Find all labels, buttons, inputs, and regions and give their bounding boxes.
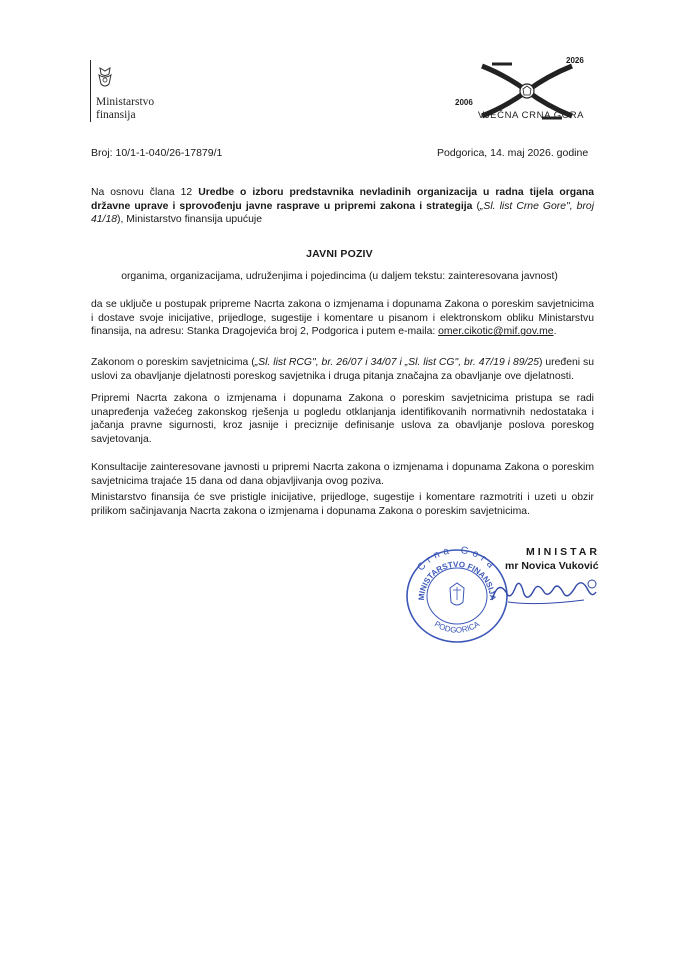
intro-text-1: Na osnovu člana 12 [91,187,199,198]
document-subtitle: organima, organizacijama, udruženjima i pojedincima (u daljem tekstu: zainteresovana javnost) [121,271,558,282]
paragraph-consultation: Konsultacije zainteresovane javnosti u pripremi Nacrta zakona o izmjenama i dopunama Zakona o poreskim savjetnicima trajaće 15 dana od dana objavljivanja ovog poziva. [91,462,594,487]
svg-text:PODGORICA [433,619,482,635]
ministry-name [96,96,154,122]
svg-text:Crna Gora [415,545,498,573]
coat-of-arms-icon [96,66,114,90]
minister-name: mr Novica Vuković [505,560,599,572]
jubilee-year-start: 2006 [455,98,473,107]
intro-text-2: ( [472,200,480,212]
law-gazette-reference: „Sl. list RCG", br. 26/07 i 34/07 i „Sl. list CG", br. 47/19 i 89/25 [254,357,539,368]
intro-text-3: ), Ministarstvo finansija upućuje [117,214,262,226]
ministry-name-line2: finansija [96,109,136,121]
paragraph-closing: Ministarstvo finansija će sve pristigle inicijative, prijedloge, sugestije i komentare razmotriti i uzeti u obzir prilikom sačinjavanja Nacrta zakona o izmjenama i dopunama Zakona o poreskim savjetnicima. [91,492,594,517]
ministry-name-line1: Ministarstvo [96,96,155,108]
intro-paragraph [91,186,594,227]
law-text-1: Zakonom o poreskim savjetnicima ( [91,357,255,368]
jubilee-caption: VJEČNA CRNA GORA [477,110,585,121]
paragraph-invitation [91,298,594,339]
minister-title: MINISTAR [526,546,600,558]
jubilee-year-end: 2026 [566,56,584,65]
regulation-name: Uredbe o izboru predstavnika nevladinih organizacija u radna tijela organa državne uprave i sprovođenju javne rasprave u pripremi zakona i strategija [91,187,594,212]
reference-number: Broj: 10/1-1-040/26-17879/1 [91,147,223,159]
gazette-reference: „Sl. list Crne Gore", broj 41/18 [91,200,594,226]
contact-email-link[interactable]: omer.cikotic@mif.gov.me [438,326,554,338]
law-text-2: ) uređeni su uslovi za obavljanje djelatnosti poreskog savjetnika i druga pitanja značajna za obavljanje ove djelatnosti. [91,357,595,382]
stamp-middle-text: MINISTARSTVO FINANSIJA [416,559,498,601]
handwritten-signature-icon [488,572,600,610]
stamp-outer-text: Crna Gora [415,544,499,574]
stamp-bottom-text: PODGORICA [432,619,482,635]
paragraph-law-reference [91,356,594,383]
header-divider [90,60,91,122]
invitation-end: . [553,326,557,338]
invitation-text: da se uključe u postupak pripreme Nacrta zakona o izmjenama i dopunama Zakona o poreskim savjetnicima i dostave svoje inicijative, prijedloge, sugestije i komentare u pisanom i elektronskom obliku Ministarstvu finansija, na adresu: Stanka Dragojevića broj 2, Podgorica i putem e-maila: [91,299,594,338]
place-date: Podgorica, 14. maj 2026. godine [437,147,589,159]
paragraph-purpose: Pripremi Nacrta zakona o izmjenama i dopunama Zakona o poreskim savjetnicima pristupa se radi unapređenja važećeg zakonskog rješenja u pogledu otklanjanja identifikovanih normativnih nedostataka i jačanja pravne sigurnosti, kroz jasnije i preciznije definisanje uslova za obavljanje poslova poreskog savjetovanja. [91,393,594,445]
document-title: JAVNI POZIV [306,248,373,260]
